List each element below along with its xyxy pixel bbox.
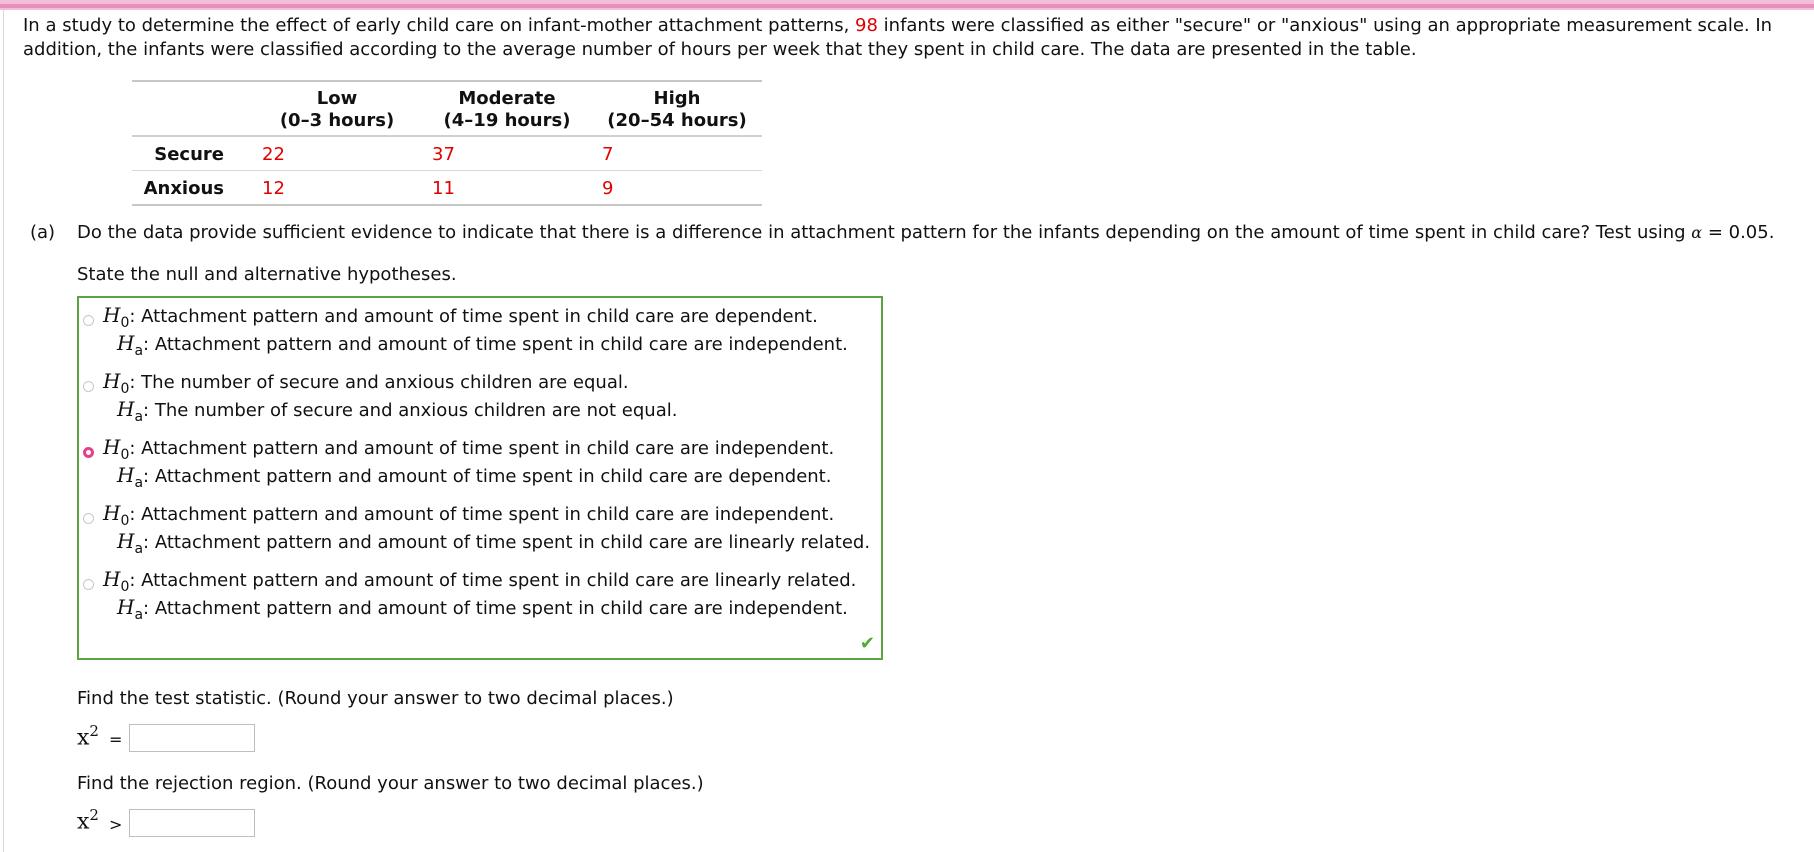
chi-symbol: x — [77, 809, 90, 835]
hypothesis-text: : Attachment pattern and amount of time spent in child care are independent. — [143, 334, 848, 355]
data-table — [132, 80, 762, 206]
exponent: 2 — [89, 722, 99, 740]
top-accent-bar-inner — [0, 4, 1814, 8]
hypothesis-subscript: a — [134, 409, 144, 425]
test-statistic-input[interactable] — [129, 724, 255, 752]
hypothesis-symbol: $H_0$ — [103, 567, 130, 595]
infant-count: 98 — [855, 15, 878, 36]
null-hypothesis — [103, 303, 818, 331]
hypothesis-subscript: a — [134, 607, 144, 623]
hypothesis-option[interactable] — [79, 430, 879, 491]
col-range: (20–54 hours) — [607, 110, 747, 131]
hypothesis-symbol: $H_a$ — [117, 397, 144, 425]
left-rule — [3, 10, 4, 852]
hypothesis-subscript: a — [134, 541, 144, 557]
chi-square-label — [77, 722, 99, 750]
chi-square-label — [77, 806, 99, 834]
alpha-symbol: α — [1691, 223, 1703, 242]
intro-text-1: In a study to determine the effect of early child care on infant-mother attachment patterns, — [23, 15, 856, 36]
hypothesis-option[interactable] — [79, 496, 879, 557]
table-cell: 37 — [422, 136, 592, 171]
rejection-region-prompt: Find the rejection region. (Round your answer to two decimal places.) — [77, 773, 704, 794]
hypothesis-symbol: $H_0$ — [103, 501, 130, 529]
part-label: (a) — [30, 222, 56, 243]
hypothesis-option[interactable] — [79, 364, 879, 425]
radio-button-selected[interactable] — [83, 447, 94, 458]
table-cell: 9 — [592, 171, 762, 206]
column-header-moderate — [422, 81, 592, 136]
hypothesis-text: : Attachment pattern and amount of time spent in child care are independent. — [129, 504, 835, 525]
null-hypothesis — [103, 501, 835, 529]
hypothesis-subscript: 0 — [120, 447, 130, 463]
correct-check-icon: ✔ — [859, 633, 875, 654]
greater-than-sign: > — [109, 815, 123, 834]
question-prefix: Do the data provide sufficient evidence to indicate that there is a difference in attachment pattern for the infants depending on the amount of time spent in child care? Test using — [77, 222, 1692, 243]
hypothesis-symbol: $H_0$ — [103, 369, 130, 397]
alternative-hypothesis — [117, 529, 871, 557]
hypothesis-text: : The number of secure and anxious children are equal. — [129, 372, 629, 393]
hypothesis-symbol: $H_a$ — [117, 529, 144, 557]
alternative-hypothesis — [117, 463, 832, 491]
column-header-high — [592, 81, 762, 136]
table-row — [132, 171, 762, 206]
hypothesis-subscript: a — [134, 475, 144, 491]
top-accent-bar — [0, 0, 1814, 10]
table-cell: 11 — [422, 171, 592, 206]
rejection-region-input[interactable] — [129, 809, 255, 837]
column-header-low — [252, 81, 422, 136]
null-hypothesis — [103, 369, 629, 397]
alternative-hypothesis — [117, 397, 678, 425]
hypothesis-symbol: $H_a$ — [117, 331, 144, 359]
col-range: (0–3 hours) — [279, 110, 395, 131]
test-statistic-prompt: Find the test statistic. (Round your answer to two decimal places.) — [77, 688, 674, 709]
instruction-text: State the null and alternative hypotheses. — [77, 264, 457, 285]
alternative-hypothesis — [117, 595, 848, 623]
hypothesis-option[interactable] — [79, 298, 879, 359]
radio-button[interactable] — [83, 315, 94, 326]
hypothesis-subscript: 0 — [120, 381, 130, 397]
hypothesis-subscript: a — [134, 343, 144, 359]
hypothesis-text: : Attachment pattern and amount of time spent in child care are independent. — [143, 598, 848, 619]
table-corner — [132, 81, 252, 136]
hypothesis-text: : Attachment pattern and amount of time spent in child care are dependent. — [129, 306, 818, 327]
col-name: High — [653, 88, 701, 109]
table-cell: 22 — [252, 136, 422, 171]
hypothesis-symbol: $H_a$ — [117, 595, 144, 623]
hypothesis-symbol: $H_0$ — [103, 435, 130, 463]
exponent: 2 — [89, 806, 99, 824]
chi-symbol: x — [77, 725, 90, 751]
col-name: Low — [316, 88, 358, 109]
table-cell: 7 — [592, 136, 762, 171]
col-range: (4–19 hours) — [443, 110, 571, 131]
row-label-secure: Secure — [132, 136, 252, 171]
question-text — [77, 222, 1774, 243]
alpha-value: = 0.05. — [1702, 222, 1775, 243]
hypothesis-option[interactable] — [79, 562, 879, 623]
hypothesis-subscript: 0 — [120, 315, 130, 331]
radio-button[interactable] — [83, 381, 94, 392]
hypothesis-text: : The number of secure and anxious children are not equal. — [143, 400, 678, 421]
row-label-anxious: Anxious — [132, 171, 252, 206]
table-cell: 12 — [252, 171, 422, 206]
hypothesis-text: : Attachment pattern and amount of time spent in child care are independent. — [129, 438, 835, 459]
hypothesis-subscript: 0 — [120, 513, 130, 529]
intro-text-2: infants were classified as either "secure" or "anxious" using an appropriate measurement scale. In addition, the infants were classified according to the average number of hours per week that they spent in child care. The data are presented in the table. — [23, 15, 1773, 60]
table-header-row — [132, 81, 762, 136]
radio-button[interactable] — [83, 579, 94, 590]
hypotheses-answer-box — [77, 296, 883, 660]
table-row — [132, 136, 762, 171]
hypothesis-subscript: 0 — [120, 579, 130, 595]
col-name: Moderate — [458, 88, 556, 109]
alternative-hypothesis — [117, 331, 848, 359]
problem-intro — [23, 14, 1803, 62]
hypothesis-symbol: $H_0$ — [103, 303, 130, 331]
null-hypothesis — [103, 435, 835, 463]
hypothesis-symbol: $H_a$ — [117, 463, 144, 491]
hypothesis-text: : Attachment pattern and amount of time spent in child care are dependent. — [143, 466, 832, 487]
equals-sign: = — [109, 730, 123, 749]
hypothesis-text: : Attachment pattern and amount of time spent in child care are linearly related. — [129, 570, 857, 591]
null-hypothesis — [103, 567, 857, 595]
radio-button[interactable] — [83, 513, 94, 524]
hypothesis-text: : Attachment pattern and amount of time spent in child care are linearly related. — [143, 532, 871, 553]
